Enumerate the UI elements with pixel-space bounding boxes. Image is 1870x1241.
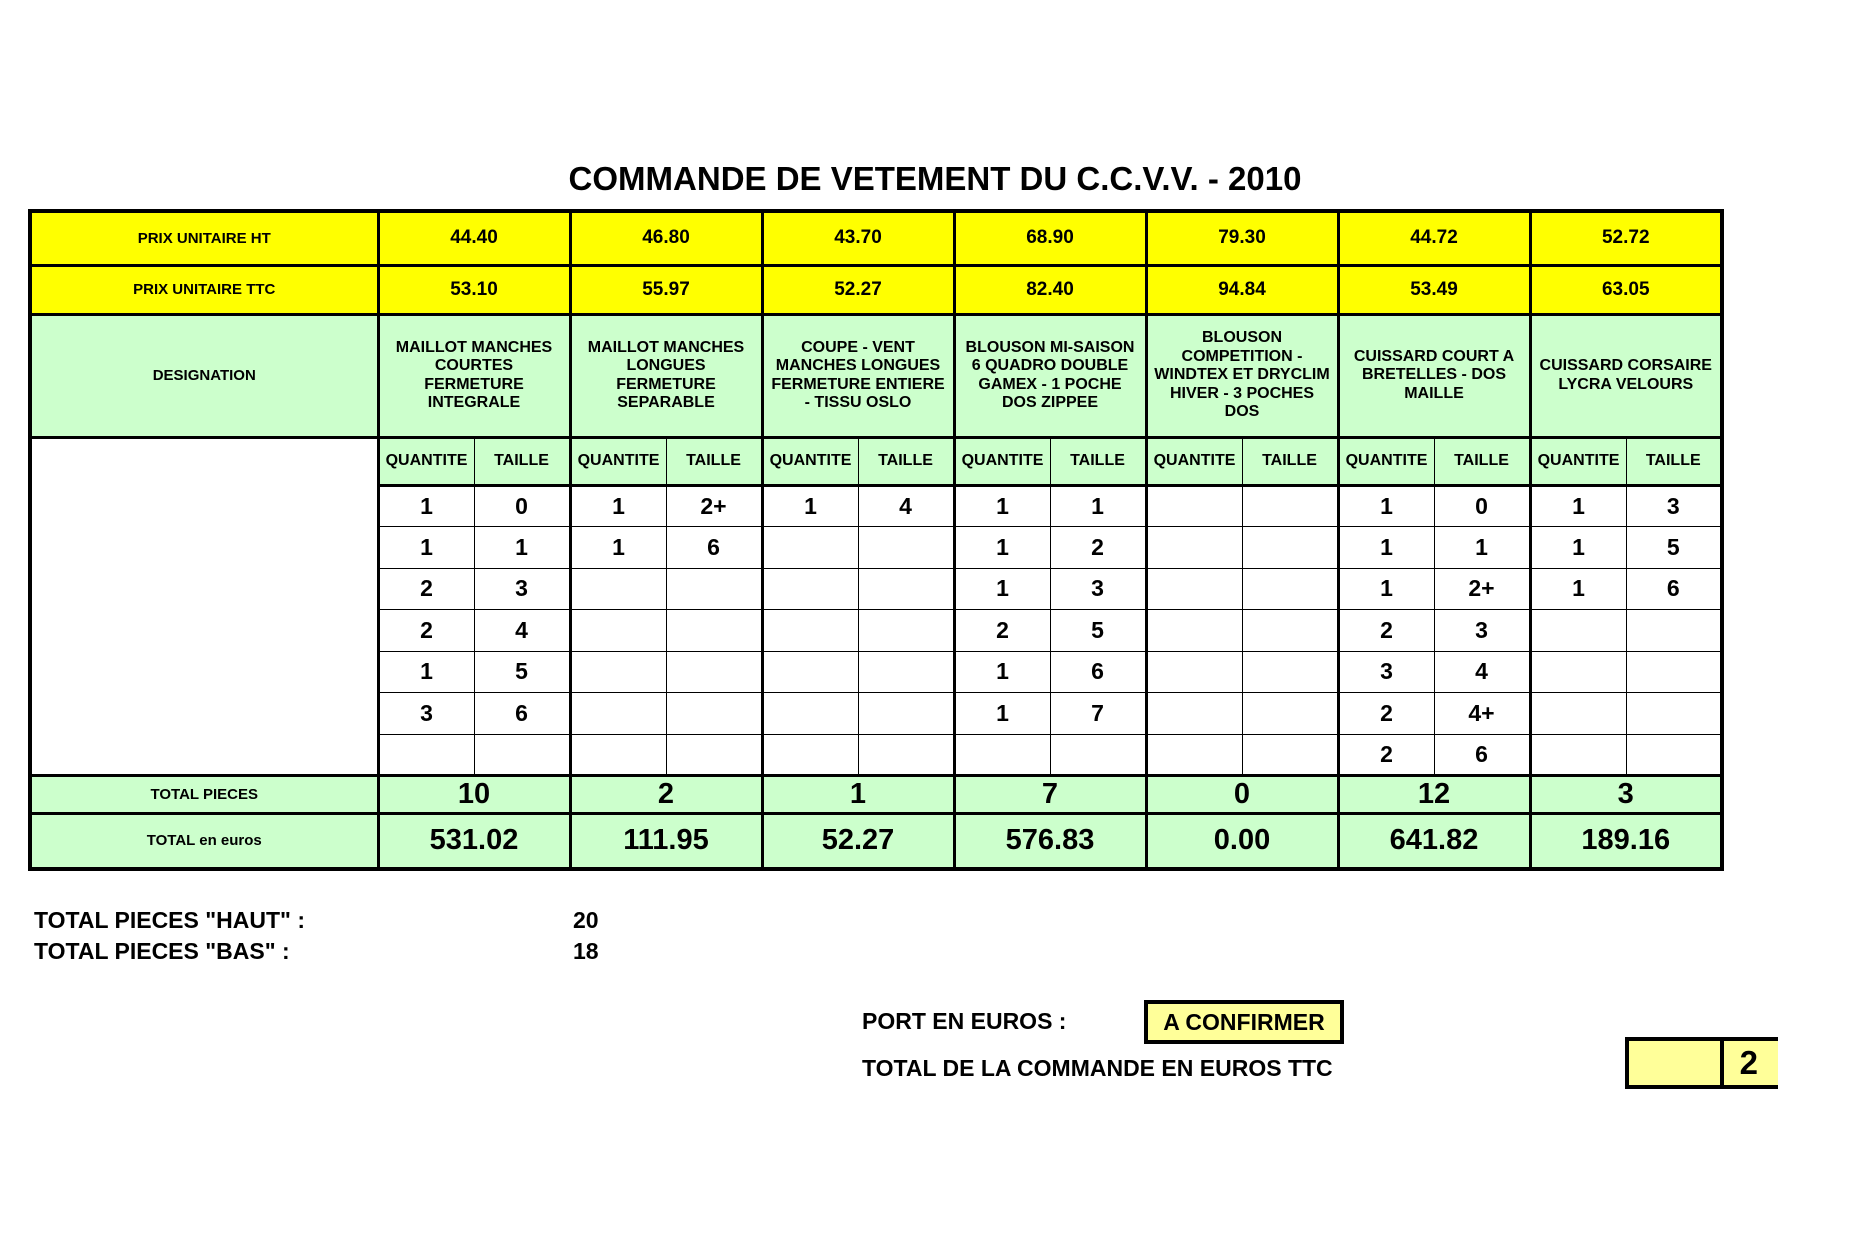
page-title: COMMANDE DE VETEMENT DU C.C.V.V. - 2010 (568, 160, 1302, 197)
designation-cell (954, 314, 1146, 437)
total-bas-value: 18 (573, 938, 599, 964)
quantite-cell (1146, 734, 1242, 776)
prix-ht-cell: 52.72 (1530, 211, 1722, 265)
prix-ttc-cell: 53.10 (378, 265, 570, 314)
quantite-cell (1146, 568, 1242, 610)
total-pieces-cell: 3 (1530, 776, 1722, 814)
quantite-cell: 1 (378, 527, 474, 569)
quantite-cell: 1 (954, 693, 1050, 735)
quantite-cell: 1 (378, 485, 474, 527)
total-euros-cell: 52.27 (762, 814, 954, 869)
quantite-cell: 1 (1530, 485, 1626, 527)
quantite-cell (762, 651, 858, 693)
total-pieces-cell: 10 (378, 776, 570, 814)
col-header-quantite: QUANTITE (954, 437, 1050, 485)
total-euros-cell: 0.00 (1146, 814, 1338, 869)
taille-cell (858, 568, 954, 610)
taille-cell: 1 (474, 527, 570, 569)
taille-cell: 4+ (1434, 693, 1530, 735)
taille-cell (666, 734, 762, 776)
taille-cell: 6 (666, 527, 762, 569)
designation-line: MAILLOT MANCHES (587, 338, 745, 356)
quantite-cell: 1 (1530, 527, 1626, 569)
col-header-taille: TAILLE (666, 437, 762, 485)
quantite-cell (1146, 651, 1242, 693)
col-header-taille: TAILLE (858, 437, 954, 485)
taille-cell: 2+ (1434, 568, 1530, 610)
col-header-quantite: QUANTITE (1146, 437, 1242, 485)
total-euros-cell: 641.82 (1338, 814, 1530, 869)
total-haut-label: TOTAL PIECES "HAUT" : (34, 907, 305, 933)
taille-cell (1242, 568, 1338, 610)
total-pieces-cell: 7 (954, 776, 1146, 814)
taille-cell: 6 (1626, 568, 1722, 610)
taille-cell (1242, 734, 1338, 776)
order-total-value-box: 2 (1625, 1037, 1778, 1089)
prix-ttc-cell: 55.97 (570, 265, 762, 314)
quantite-cell (378, 734, 474, 776)
total-euros-cell: 189.16 (1530, 814, 1722, 869)
quantite-cell: 1 (1338, 527, 1434, 569)
quantite-cell: 2 (1338, 610, 1434, 652)
order-total-divider (1720, 1037, 1724, 1089)
taille-cell (1242, 651, 1338, 693)
designation-line: FERMETURE ENTIERE (771, 375, 945, 393)
col-header-taille: TAILLE (1050, 437, 1146, 485)
taille-cell (1626, 693, 1722, 735)
order-table (28, 209, 1724, 871)
total-euros-cell: 111.95 (570, 814, 762, 869)
taille-cell: 6 (1434, 734, 1530, 776)
quantite-cell (1530, 693, 1626, 735)
designation-line: LONGUES (626, 357, 706, 374)
taille-cell: 1 (1050, 485, 1146, 527)
designation-line: COMPETITION - (1181, 347, 1303, 365)
designation-line: DOS (1224, 403, 1260, 421)
designation-line: 6 QUADRO DOUBLE (971, 357, 1129, 374)
quantite-cell: 3 (378, 693, 474, 735)
taille-cell: 3 (1050, 568, 1146, 610)
quantite-cell: 1 (954, 527, 1050, 569)
designation-line: GAMEX - 1 POCHE (978, 375, 1122, 393)
quantite-cell (762, 610, 858, 652)
col-header-quantite: QUANTITE (1338, 437, 1434, 485)
taille-cell (858, 693, 954, 735)
quantite-cell (762, 527, 858, 569)
quantite-cell: 2 (1338, 734, 1434, 776)
prix-ttc-cell: 53.49 (1338, 265, 1530, 314)
quantite-cell: 1 (954, 568, 1050, 610)
taille-cell: 7 (1050, 693, 1146, 735)
col-header-quantite: QUANTITE (570, 437, 666, 485)
quantite-cell (954, 734, 1050, 776)
taille-cell (1242, 610, 1338, 652)
quantite-cell: 1 (570, 527, 666, 569)
designation-line: MAILLOT MANCHES (395, 338, 553, 356)
taille-cell: 6 (1050, 651, 1146, 693)
prix-ttc-cell: 94.84 (1146, 265, 1338, 314)
total-pieces-cell: 12 (1338, 776, 1530, 814)
taille-cell: 3 (1434, 610, 1530, 652)
quantite-cell (1146, 693, 1242, 735)
taille-cell (666, 568, 762, 610)
quantite-cell (1530, 734, 1626, 776)
designation-line: COUPE - VENT (801, 338, 915, 356)
taille-cell (666, 610, 762, 652)
quantite-cell (1146, 610, 1242, 652)
taille-cell: 4 (1434, 651, 1530, 693)
taille-cell (666, 693, 762, 735)
designation-cell (1146, 314, 1338, 437)
taille-cell (858, 610, 954, 652)
prix-ht-cell: 43.70 (762, 211, 954, 265)
designation-cell (1338, 314, 1530, 437)
taille-cell: 0 (474, 485, 570, 527)
designation-line: FERMETURE (616, 375, 716, 393)
quantite-cell: 1 (1338, 568, 1434, 610)
designation-cell (762, 314, 954, 437)
quantite-cell (570, 734, 666, 776)
designation-line: MANCHES LONGUES (775, 357, 941, 374)
col-header-taille: TAILLE (474, 437, 570, 485)
designation-line: CUISSARD COURT A (1353, 347, 1515, 365)
quantite-cell (570, 610, 666, 652)
designation-cell (378, 314, 570, 437)
quantite-cell (570, 693, 666, 735)
designation-line: - TISSU OSLO (804, 394, 912, 411)
quantite-cell (1146, 527, 1242, 569)
label-designation: DESIGNATION (30, 314, 378, 437)
prix-ttc-cell: 82.40 (954, 265, 1146, 314)
port-label: PORT EN EUROS : (862, 1008, 1067, 1034)
quantite-cell: 2 (378, 610, 474, 652)
quantite-cell: 1 (570, 485, 666, 527)
blank-label-cell (30, 437, 378, 776)
taille-cell (1626, 734, 1722, 776)
taille-cell: 3 (1626, 485, 1722, 527)
taille-cell (1050, 734, 1146, 776)
designation-line: BLOUSON (1202, 329, 1282, 347)
quantite-cell (762, 568, 858, 610)
col-header-taille: TAILLE (1434, 437, 1530, 485)
total-bas-label: TOTAL PIECES "BAS" : (34, 938, 290, 964)
label-prix-ht: PRIX UNITAIRE HT (30, 211, 378, 265)
taille-cell (474, 734, 570, 776)
taille-cell: 5 (474, 651, 570, 693)
quantite-cell (1530, 610, 1626, 652)
prix-ht-cell: 44.40 (378, 211, 570, 265)
prix-ht-cell: 68.90 (954, 211, 1146, 265)
col-header-quantite: QUANTITE (762, 437, 858, 485)
taille-cell (858, 734, 954, 776)
col-header-quantite: QUANTITE (378, 437, 474, 485)
taille-cell: 2+ (666, 485, 762, 527)
designation-line: CUISSARD CORSAIRE (1539, 357, 1712, 374)
taille-cell: 5 (1626, 527, 1722, 569)
quantite-cell: 1 (954, 651, 1050, 693)
designation-line: INTEGRALE (427, 394, 521, 411)
taille-cell (1242, 693, 1338, 735)
taille-cell: 4 (858, 485, 954, 527)
quantite-cell (570, 568, 666, 610)
quantite-cell: 2 (1338, 693, 1434, 735)
col-header-taille: TAILLE (1242, 437, 1338, 485)
taille-cell (1242, 527, 1338, 569)
quantite-cell (762, 693, 858, 735)
total-haut-value: 20 (573, 907, 599, 933)
quantite-cell: 2 (378, 568, 474, 610)
prix-ht-cell: 79.30 (1146, 211, 1338, 265)
designation-line: LYCRA VELOURS (1558, 375, 1694, 393)
total-pieces-cell: 1 (762, 776, 954, 814)
quantite-cell: 1 (1530, 568, 1626, 610)
quantite-cell (570, 651, 666, 693)
designation-line: WINDTEX ET DRYCLIM (1154, 366, 1330, 384)
taille-cell (1626, 651, 1722, 693)
designation-line: BLOUSON MI-SAISON (965, 338, 1135, 356)
designation-line: BRETELLES - DOS (1361, 366, 1506, 384)
col-header-quantite: QUANTITE (1530, 437, 1626, 485)
label-prix-ttc: PRIX UNITAIRE TTC (30, 265, 378, 314)
taille-cell: 4 (474, 610, 570, 652)
col-header-taille: TAILLE (1626, 437, 1722, 485)
taille-cell (1242, 485, 1338, 527)
taille-cell: 1 (1434, 527, 1530, 569)
taille-cell (858, 651, 954, 693)
taille-cell (858, 527, 954, 569)
taille-cell: 2 (1050, 527, 1146, 569)
quantite-cell: 2 (954, 610, 1050, 652)
quantite-cell (1146, 485, 1242, 527)
taille-cell: 0 (1434, 485, 1530, 527)
prix-ttc-cell: 52.27 (762, 265, 954, 314)
designation-line: FERMETURE (424, 375, 524, 393)
quantite-cell (1530, 651, 1626, 693)
taille-cell: 3 (474, 568, 570, 610)
designation-line: SEPARABLE (617, 394, 715, 411)
taille-cell (666, 651, 762, 693)
port-value-box: A CONFIRMER (1144, 1000, 1344, 1044)
label-total-euros: TOTAL en euros (30, 814, 378, 869)
label-total-pieces: TOTAL PIECES (30, 776, 378, 814)
prix-ht-cell: 44.72 (1338, 211, 1530, 265)
designation-cell (1530, 314, 1722, 437)
total-pieces-cell: 2 (570, 776, 762, 814)
designation-line: MAILLE (1404, 384, 1464, 402)
total-euros-cell: 531.02 (378, 814, 570, 869)
designation-line: HIVER - 3 POCHES (1169, 384, 1315, 402)
order-total-label: TOTAL DE LA COMMANDE EN EUROS TTC (862, 1055, 1333, 1081)
total-euros-cell: 576.83 (954, 814, 1146, 869)
taille-cell: 5 (1050, 610, 1146, 652)
designation-line: COURTES (434, 357, 514, 374)
prix-ht-cell: 46.80 (570, 211, 762, 265)
taille-cell: 6 (474, 693, 570, 735)
designation-line: DOS ZIPPEE (1001, 394, 1099, 411)
designation-cell (570, 314, 762, 437)
quantite-cell: 1 (1338, 485, 1434, 527)
quantite-cell: 1 (762, 485, 858, 527)
quantite-cell: 1 (378, 651, 474, 693)
quantite-cell: 1 (954, 485, 1050, 527)
prix-ttc-cell: 63.05 (1530, 265, 1722, 314)
quantite-cell (762, 734, 858, 776)
taille-cell (1626, 610, 1722, 652)
total-pieces-cell: 0 (1146, 776, 1338, 814)
quantite-cell: 3 (1338, 651, 1434, 693)
